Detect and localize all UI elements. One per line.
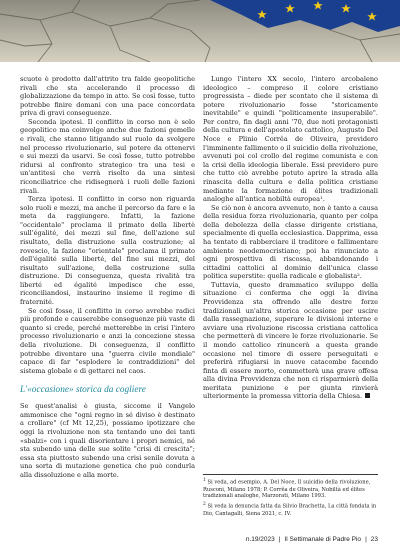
- paragraph: scuote è prodotto dall'attrito tra falde geopolitiche rivali che sta accelerando il processo di globalizzazione da tempo in atto. Se così fosse, tutto potrebbe finire domani con una pace concordata priva di gravi conseguenze.: [20, 75, 195, 118]
- footnote-text: Si veda la denuncia fatta da Silvio Brachetta, La città fondata in Dio, Cantagalli, Siena 2021, c. IV.: [203, 503, 377, 517]
- footnote-text: Si veda, ad esempio, A. Del Noce, Il suicidio della rivoluzione, Rusconi, Milano 1978; P. Corrêa de Oliveira, Nobiltà ed élites tradizionali analoghe, Marzorati, Milano 1993.: [203, 479, 371, 500]
- paragraph-text: Tuttavia, questo drammatico sviluppo della situazione ci conferma che oggi la divina Provvidenza sta offrendo alle destre forze tradizionali un'altra storica occasione per uscire dalla rassegnazione, superare le divisioni interne e avviare una rivoluzione riscossa cristiana cattolica che permetterà di vincere le forze rivoluzionarie. Se il mondo cattolico rinuncerà a questa grande occasione nel timore di essere perseguitati e preferirà rifugiarsi in nuove catacombe facendo finta di essere morto, commetterà una grave offesa alla divina Provvidenza che non ci risparmierà della meritata punizione e per giunta rinvierà ulteriormente la promessa vittoria della Chiesa.: [203, 280, 378, 401]
- page-number: 23: [370, 536, 378, 543]
- paragraph: [203, 281, 378, 401]
- footnote-number: 2: [203, 502, 206, 508]
- footnote: [203, 502, 378, 517]
- separator: |: [365, 536, 367, 543]
- end-of-article-mark: [365, 393, 370, 398]
- right-text-column: [203, 75, 378, 401]
- page-footer: [0, 536, 378, 543]
- header-photo: [0, 0, 400, 62]
- section-subheading: L'«occasione» storica da cogliere: [20, 385, 146, 396]
- paragraph: Terza ipotesi. Il conflitto in corso non riguarda solo ruoli e mezzi, ma anche il percorso da fare e la meta da raggiungere. Infatti, la fazione "occidentale" proclama il primato della libertè sull'égalité, dei mezzi sul fine, dell'azione sul risultato, della distruzione sulla costruzione; al rovescio, la fazione "orientale" proclama il primato dell'égalité sulla liberté, del fine sui mezzi, del risultato sull'azione, della costruzione sulla distruzione. Di conseguenza, questa rivalità tra liberté ed égalité impedisce che esse, riconciliandosi, instaurino insieme il regime di fraternité.: [20, 195, 195, 307]
- separator: |: [278, 536, 281, 543]
- paragraph: Se così fosse, il conflitto in corso avrebbe radici più profonde e causerebbe conseguenze più vaste di quanto si crede, perché metterebbe in crisi l'intero processo rivoluzionario e anzi la concezione stessa della rivoluzione. Di conseguenza, il conflitto potrebbe diventare una "guerra civile mondiale" capace di far "esplodere le contraddizioni" del sistema globale e di gettarci nel caos.: [20, 306, 195, 375]
- footnote-number: 1: [203, 478, 206, 483]
- left-text-column: [20, 75, 195, 479]
- paragraph: Seconda ipotesi. Il conflitto in corso non è solo geopolitico ma coinvolge anche due fazioni gemelle e rivali, che stanno litigando sul ruolo da svolgere nel processo rivoluzionario, sul potere da ottenervi e sui mezzi da usarvi. Se così fosse, tutto potrebbe ridursi al confronto strategico tra una tesi e un'antitesi che verrà risolto da una sintesi riconciliatrice che ridisegnerà i ruoli delle fazioni rivali.: [20, 117, 195, 195]
- paragraph: Se ciò non è ancora avvenuto, non è tanto a causa della residua forza rivoluzionaria, quanto per colpa della debolezza della classe dirigente cristiana, specialmente di quella ecclesiastica. Dapprima, essa ha tentato di rabberciare il traditore e fallimentare ambiente neodemocristiano; poi ha rinunciato a ogni prospettiva di riscossa, abbandonando i cittadini cattolici al dominio dell'unica classe politica superstite: quella radicale e globalista².: [203, 203, 378, 281]
- magazine-name: Il Settimanale di Padre Pio: [284, 536, 362, 543]
- paragraph: Se quest'analisi è giusta, siccome il Vangelo ammonisce che "ogni regno in sé diviso è destinato a crollare" (cf Mt 12,25), possiamo ipotizzare che oggi la rivoluzione non sta tentando uno dei tanti «sbalzi» con i quali disorientare i propri nemici, né sta subendo una delle sue solite "crisi di crescita"; essa sta piuttosto subendo una crisi senile dovuta a una sorta di mutazione genetica che può condurla alla dissoluzione e alla morte.: [20, 402, 195, 479]
- footnote: [203, 478, 378, 500]
- cracked-ground-eu-flag-image: [0, 0, 400, 62]
- paragraph: Lungo l'intero XX secolo, l'intero arcobaleno ideologico – compreso il colore cristiano progressista – diede per scontato che il sistema di potere rivoluzionario fosse "storicamente inevitabile" e quindi "politicamente insuperabile". Per contro, fin dagli anni '70, due noti protagonisti della cultura e dell'apostolato cattolico, Augusto Del Noce e Plinio Corrêa de Oliveira, previdero l'imminente fallimento o il suicidio della rivoluzione, avvenuti poi col crollo del regime comunista e con la crisi della ideologia liberale. Essi previdero pure che tutto ciò avrebbe potuto aprire la strada alla rinascita della cultura e della politica cristiane mediante la formazione di élites tradizionali analoghe all'antica nobiltà europea¹.: [203, 75, 378, 204]
- footnotes: [203, 474, 378, 519]
- issue-number: n.19/2023: [245, 536, 275, 543]
